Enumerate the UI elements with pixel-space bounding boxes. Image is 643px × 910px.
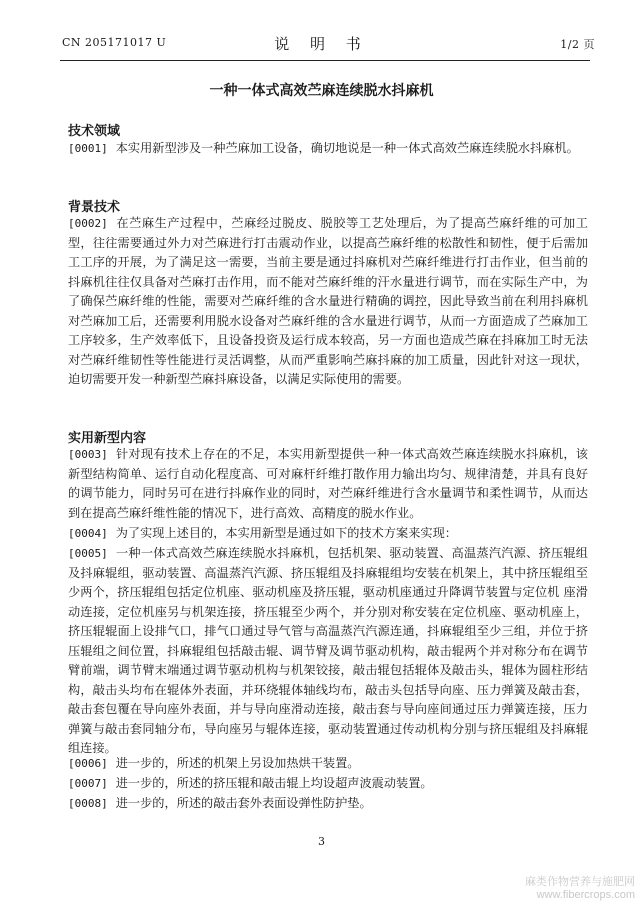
paragraph-0008 — [68, 794, 588, 814]
paragraph-0005 — [68, 544, 588, 759]
section-heading-utility-content: 实用新型内容 — [68, 431, 147, 446]
paragraph-number: [0004] — [68, 527, 108, 540]
page-number: 3 — [318, 835, 325, 848]
watermark — [525, 876, 635, 902]
publication-number: CN 205171017 U — [62, 36, 167, 49]
paragraph-text: 针对现有技术上存在的不足，本实用新型提供一种一体式高效苎麻连续脱水抖麻机，该新型结构简单、运行自动化程度高、可对麻杆纤维打散作用力输出均匀、规律清楚，并具有良好的调节能力，同时另可在进行抖麻作业的同时，对苎麻纤维进行含水量调节和柔性调节，从而达到在提高苎麻纤维性能的情况下，进行高效、高精度的脱水作业。 — [68, 447, 588, 520]
paragraph-text: 进一步的，所述的挤压辊和敲击辊上均设超声波震动装置。 — [115, 776, 433, 790]
section-heading-background: 背景技术 — [68, 200, 121, 215]
paragraph-0001 — [68, 139, 588, 159]
page-indicator: 1/2 页 — [560, 38, 595, 51]
watermark-line-2: www.fibercrops.com — [536, 889, 635, 901]
paragraph-number: [0005] — [68, 547, 108, 560]
paragraph-text: 本实用新型涉及一种苎麻加工设备，确切地说是一种一体式高效苎麻连续脱水抖麻机。 — [115, 141, 579, 155]
section-title: 说 明 书 — [274, 35, 369, 53]
paragraph-0003 — [68, 445, 588, 523]
paragraph-text: 在苎麻生产过程中，苎麻经过脱皮、脱胶等工艺处理后，为了提高苎麻纤维的可加工型，往往需要通过外力对苎麻进行打击震动作业，以提高苎麻纤维的松散性和韧性，便于后需加工工序的开展，为了满足这一需要，当前主要是通过抖麻机对苎麻纤维进行打击作业，但当前的抖麻机往往仅具备对苎麻打击作用，而不能对苎麻纤维的汗水量进行调节，而在实际生产中，为了确保苎麻纤维的性能，需要对苎麻纤维的含水量进行精确的调控，因此导致当前在利用抖麻机对苎麻加工后，还需要利用脱水设备对苎麻纤维的含水量进行调节，从而一方面造成了苎麻加工工序较多，生产效率低下，且设备投资及运行成本较高，另一方面也造成苎麻在抖麻加工时无法对苎麻纤维韧性等性能进行灵活调整，从而严重影响苎麻抖麻的加工质量，因此针对这一现状，迫切需要开发一种新型苎麻抖麻设备，以满足实际使用的需要。 — [68, 216, 588, 386]
paragraph-number: [0007] — [68, 777, 108, 790]
watermark-line-1: 麻类作物营养与施肥网 — [525, 876, 635, 888]
paragraph-number: [0008] — [68, 797, 108, 810]
paragraph-text: 进一步的，所述的机架上另设加热烘干装置。 — [115, 756, 360, 770]
paragraph-0004 — [68, 524, 588, 544]
paragraph-number: [0001] — [68, 142, 108, 155]
paragraph-text: 一种一体式高效苎麻连续脱水抖麻机，包括机架、驱动装置、高温蒸汽汽源、挤压辊组及抖麻辊组，驱动装置、高温蒸汽汽源、挤压辊组及抖麻辊组均安装在机架上，其中挤压辊组至少两个，挤压辊组包括定位机座、驱动机座及挤压辊，驱动机座通过升降调节装置与定位机 座滑动连接，定位机座另与机架连接，挤压辊至少两个，并分别对称安装在定位机座、驱动机座上，挤压辊辊面上设排气口，排气口通过导气管与高温蒸汽汽源连通，抖麻辊组至少三组，并位于挤压辊组之间位置，抖麻辊组包括敲击辊、调节臂及调节驱动机构，敲击辊两个并对称分布在调节臂前端，调节臂末端通过调节驱动机构与机架铰接，敲击辊包括辊体及敲击头，辊体为圆柱形结构，敲击头均布在辊体外表面，并环绕辊体轴线均布，敲击头包括导向座、压力弹簧及敲击套，敲击套包覆在导向座外表面，并与导向座滑动连接，敲击套与导向座间通过压力弹簧连接，压力弹簧与敲击套同轴分布，导向座另与辊体连接，驱动装置通过传动机构分别与挤压辊组及抖麻辊组连接。 — [68, 546, 588, 755]
paragraph-0002 — [68, 214, 588, 390]
paragraph-number: [0003] — [68, 448, 108, 461]
section-heading-technical-field: 技术领域 — [68, 124, 121, 139]
paragraph-text: 为了实现上述目的，本实用新型是通过如下的技术方案来实现： — [115, 526, 457, 540]
paragraph-number: [0002] — [68, 217, 108, 230]
paragraph-number: [0006] — [68, 757, 108, 770]
header-rule — [60, 60, 590, 61]
paragraph-text: 进一步的，所述的敲击套外表面设弹性防护垫。 — [115, 796, 372, 810]
paragraph-0007 — [68, 774, 588, 794]
document-title: 一种一体式高效苎麻连续脱水抖麻机 — [209, 83, 434, 99]
paragraph-0006 — [68, 754, 588, 774]
